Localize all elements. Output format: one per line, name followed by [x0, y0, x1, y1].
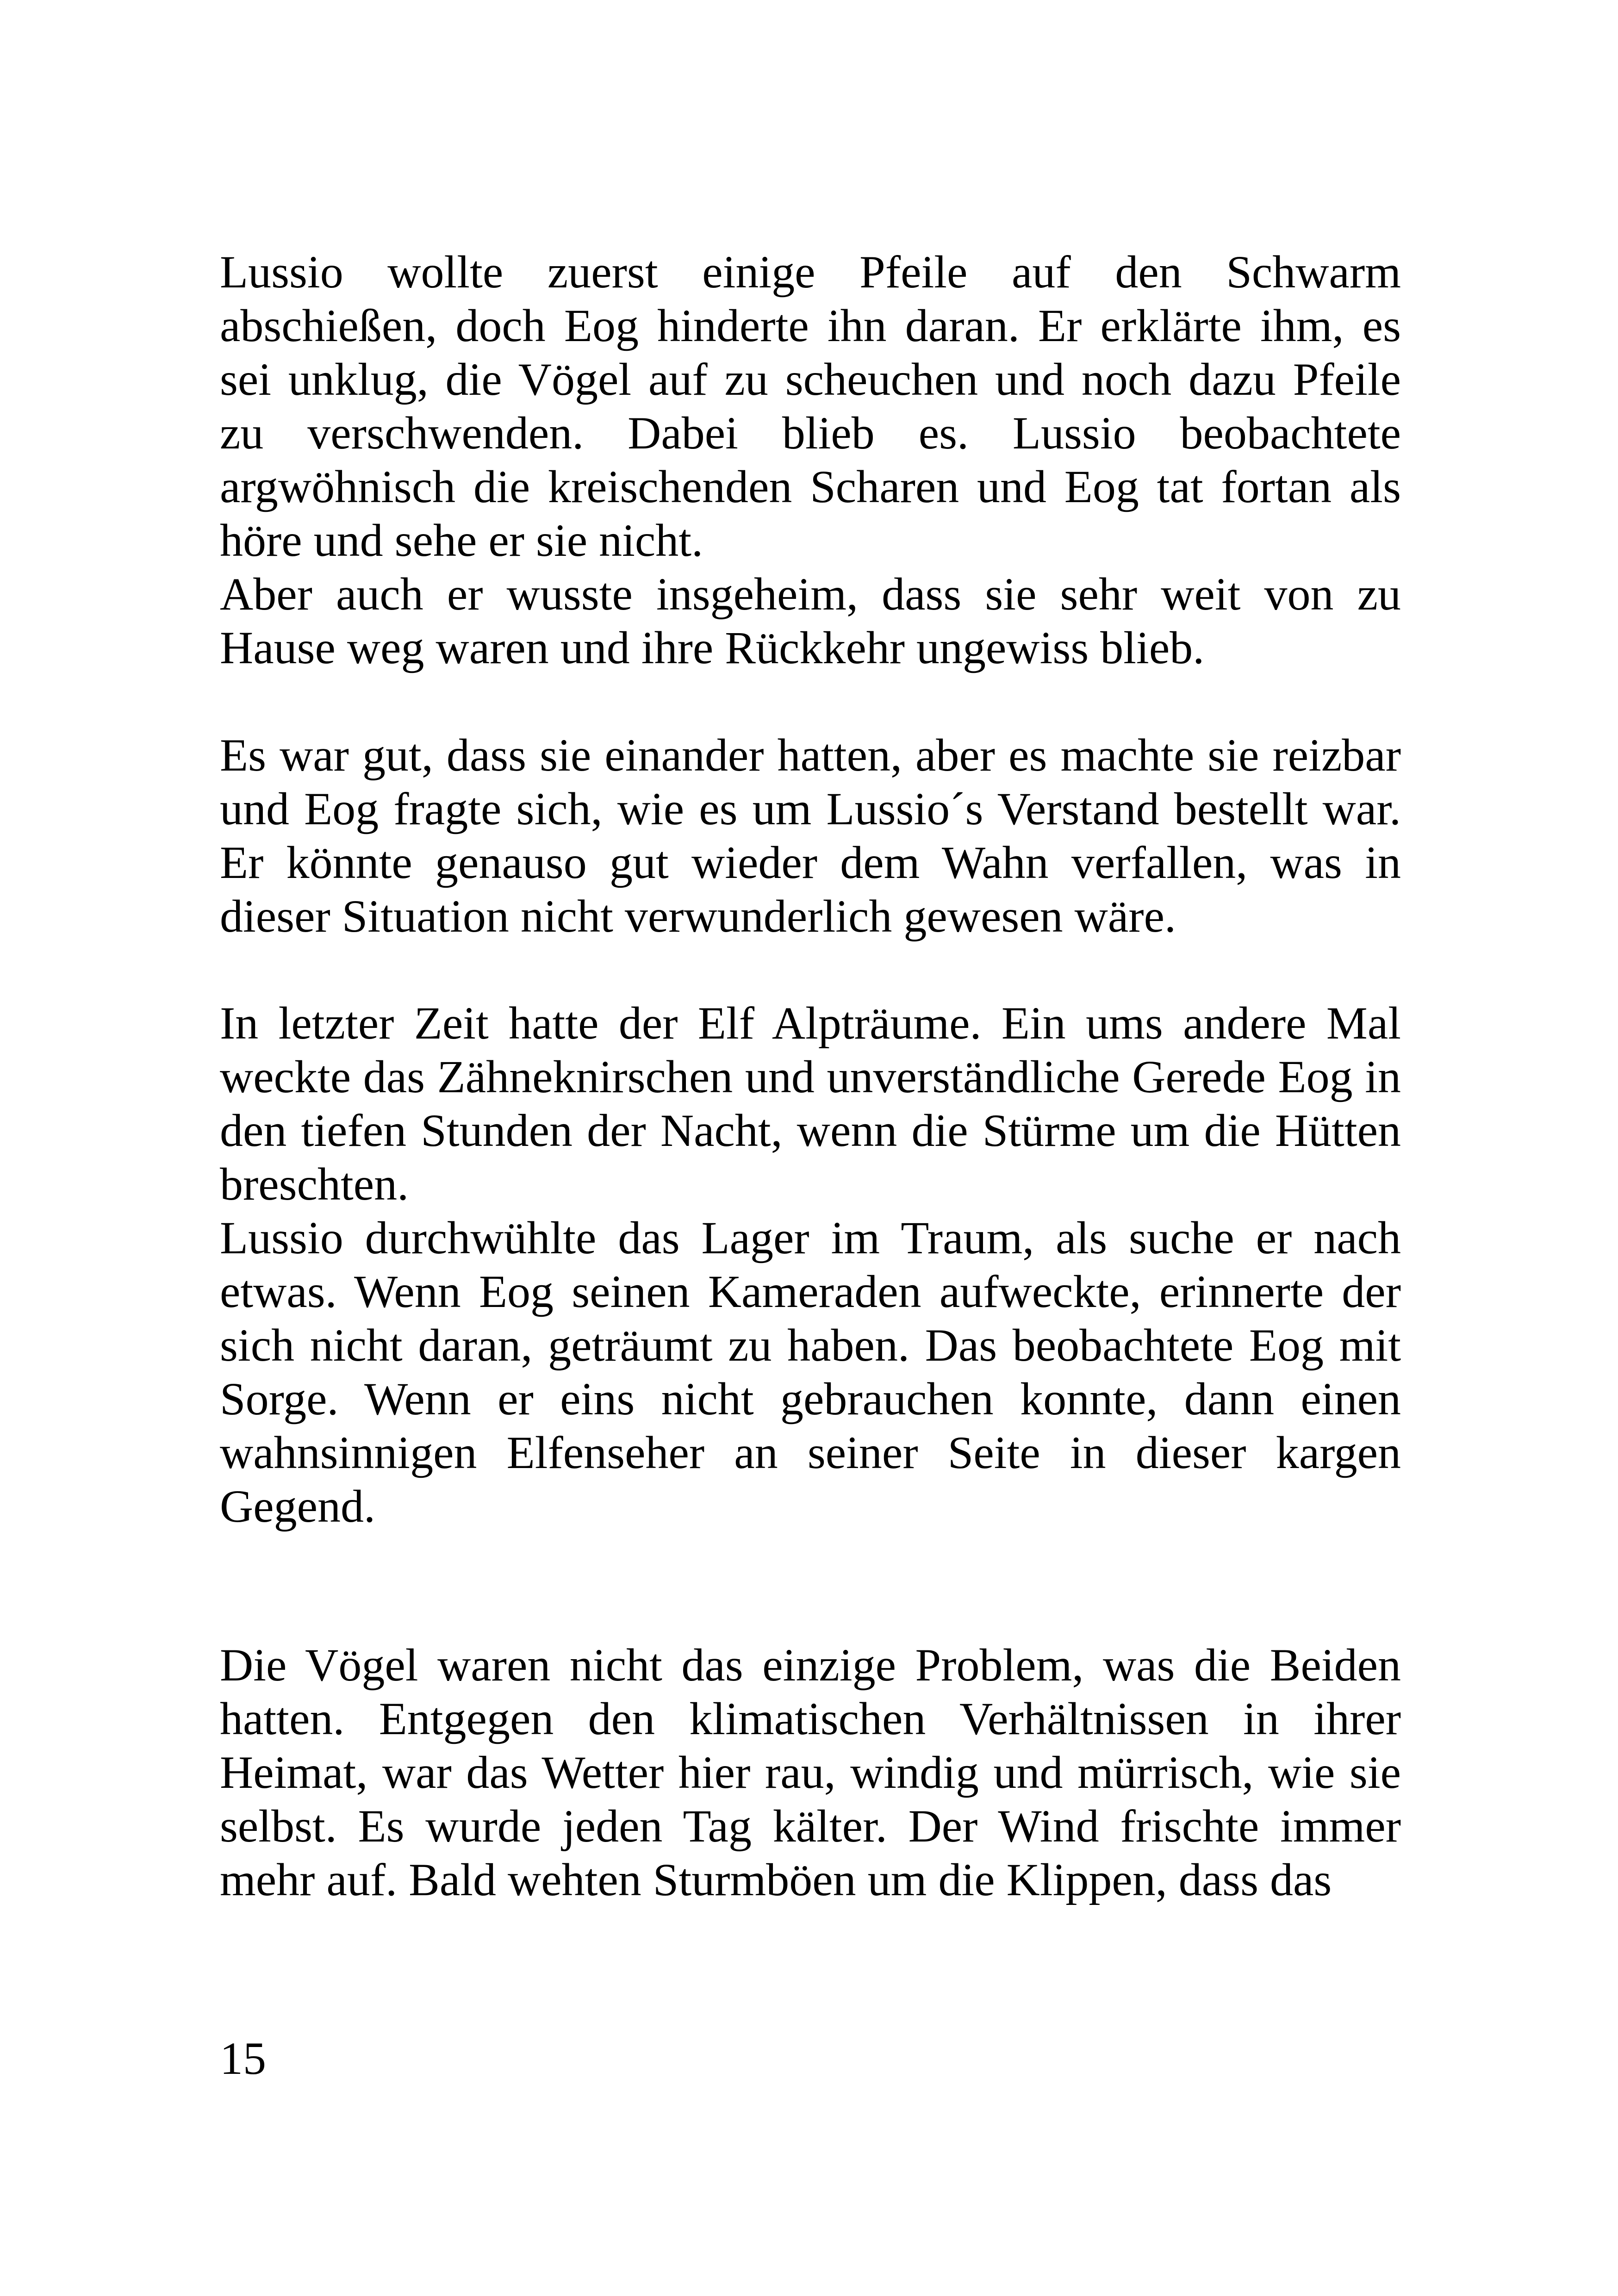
paragraph-3-line-1: Es war gut, dass sie einander hatten, aber es machte sie reizbar [220, 729, 1401, 781]
paragraph-3-line-2: und Eog fragte sich, wie es um Lussio´s Verstand bestellt war. [220, 783, 1401, 834]
paragraph-3-line-3: Er könnte genauso gut wieder dem Wahn verfallen, was in [220, 837, 1401, 888]
paragraph-5-line-5: wahnsinnigen Elfenseher an seiner Seite in dieser kargen [220, 1427, 1401, 1478]
paragraph-3-line-4: dieser Situation nicht verwunderlich gewesen wäre. [220, 890, 1176, 942]
paragraph-5-line-6: Gegend. [220, 1481, 375, 1532]
paragraph-4-line-1: In letzter Zeit hatte der Elf Alpträume. Ein ums andere Mal [220, 997, 1401, 1049]
paragraph-4-line-3: den tiefen Stunden der Nacht, wenn die Stürme um die Hütten [220, 1105, 1401, 1156]
paragraph-2-line-2: Hause weg waren und ihre Rückkehr ungewiss blieb. [220, 622, 1205, 673]
paragraph-3 [220, 728, 1401, 943]
paragraph-1-line-5: argwöhnisch die kreischenden Scharen und Eog tat fortan als [220, 461, 1401, 512]
paragraph-1 [220, 245, 1401, 567]
paragraph-4 [220, 996, 1401, 1211]
paragraph-1-line-3: sei unklug, die Vögel auf zu scheuchen und noch dazu Pfeile [220, 354, 1401, 405]
paragraph-1-line-4: zu verschwenden. Dabei blieb es. Lussio beobachtete [220, 407, 1401, 459]
paragraph-1-line-1: Lussio wollte zuerst einige Pfeile auf den Schwarm [220, 246, 1401, 298]
paragraph-5-line-4: Sorge. Wenn er eins nicht gebrauchen konnte, dann einen [220, 1373, 1401, 1425]
paragraph-6-line-2: hatten. Entgegen den klimatischen Verhältnissen in ihrer [220, 1693, 1401, 1744]
paragraph-1-line-6: höre und sehe er sie nicht. [220, 515, 703, 566]
paragraph-6-line-3: Heimat, war das Wetter hier rau, windig und mürrisch, wie sie [220, 1747, 1401, 1798]
paragraph-5-line-2: etwas. Wenn Eog seinen Kameraden aufweckte, erinnerte der [220, 1266, 1401, 1317]
paragraph-2-line-1: Aber auch er wusste insgeheim, dass sie sehr weit von zu [220, 568, 1401, 620]
paragraph-4-line-2: weckte das Zähneknirschen und unverständliche Gerede Eog in [220, 1051, 1401, 1102]
paragraph-6-line-1: Die Vögel waren nicht das einzige Problem, was die Beiden [220, 1639, 1401, 1691]
paragraph-5 [220, 1211, 1401, 1533]
paragraph-5-line-3: sich nicht daran, geträumt zu haben. Das beobachtete Eog mit [220, 1319, 1401, 1371]
paragraph-4-line-4: breschten. [220, 1158, 409, 1210]
paragraph-2 [220, 567, 1401, 675]
paragraph-6-line-4: selbst. Es wurde jeden Tag kälter. Der Wind frischte immer [220, 1800, 1401, 1852]
paragraph-6-line-5: mehr auf. Bald wehten Sturmböen um die Klippen, dass das [220, 1854, 1332, 1905]
page-number: 15 [220, 2033, 266, 2084]
paragraph-6 [220, 1638, 1401, 1907]
paragraph-5-line-1: Lussio durchwühlte das Lager im Traum, als suche er nach [220, 1212, 1401, 1263]
paragraph-1-line-2: abschießen, doch Eog hinderte ihn daran. Er erklärte ihm, es [220, 300, 1401, 351]
